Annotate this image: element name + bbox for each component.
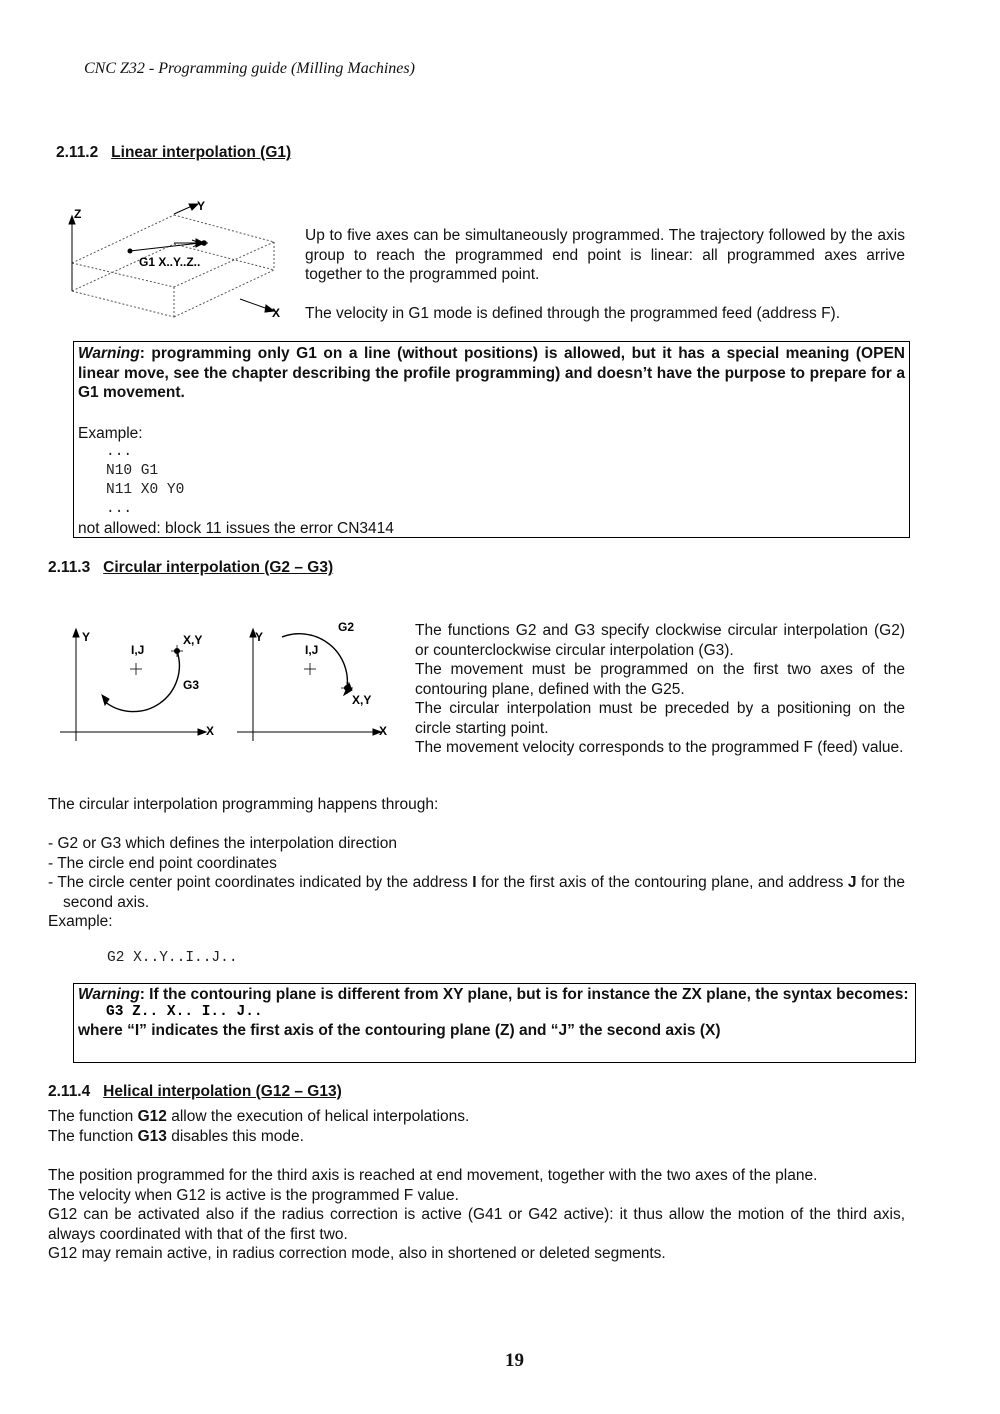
warning-label: Warning bbox=[78, 345, 140, 362]
axis-label-z: Z bbox=[74, 207, 82, 221]
circular-para: The movement velocity corresponds to the programmed F (feed) value. bbox=[415, 739, 904, 756]
code-line: N10 G1 bbox=[106, 463, 159, 479]
list-item: - The circle end point coordinates bbox=[48, 854, 277, 872]
section-heading-2-11-3 bbox=[48, 559, 333, 577]
axis-label-y: Y bbox=[82, 630, 91, 644]
section-heading-2-11-4 bbox=[48, 1083, 342, 1101]
warning-label: Warning bbox=[78, 986, 140, 1003]
warning-text bbox=[78, 986, 911, 1004]
axis-label-x: X bbox=[272, 306, 281, 320]
running-header: CNC Z32 - Programming guide (Milling Machines) bbox=[84, 60, 415, 77]
text: The function bbox=[48, 1127, 138, 1145]
circular-para: The functions G2 and G3 specify clockwise circular interpolation (G2) or counterclockwise circular interpolation (G3). bbox=[415, 622, 905, 659]
text: The function bbox=[48, 1108, 138, 1125]
helical-para: The velocity when G12 is active is the programmed F value. bbox=[48, 1186, 459, 1204]
helical-para: G12 can be activated also if the radius correction is active (G41 or G42 active): it thus allow the motion of the third axis, always coordinated with that of the first two. bbox=[48, 1206, 905, 1243]
section-number: 2.11.4 bbox=[48, 1083, 91, 1100]
g1-label: G1 X..Y..Z.. bbox=[139, 255, 201, 269]
circular-para: The circular interpolation must be preceded by a positioning on the circle starting point. bbox=[415, 700, 905, 737]
page-number: 19 bbox=[505, 1350, 524, 1371]
warning-body: : If the contouring plane is different from XY plane, but is for instance the ZX plane, the syntax becomes: bbox=[139, 986, 909, 1003]
section-title: Linear interpolation (G1) bbox=[111, 144, 292, 161]
warning-code: G3 Z.. X.. I.. J.. bbox=[106, 1004, 263, 1020]
axis-label-x: X bbox=[379, 724, 388, 738]
helical-line bbox=[48, 1107, 908, 1127]
axis-label-x: X bbox=[206, 724, 215, 738]
warning-box-plane bbox=[73, 983, 916, 1063]
circular-para: The movement must be programmed on the first two axes of the contouring plane, defined with the G25. bbox=[415, 661, 905, 698]
circular-intro: The circular interpolation programming happens through: bbox=[48, 796, 439, 813]
axis-label-y: Y bbox=[197, 199, 206, 213]
end-point-label: X,Y bbox=[352, 693, 372, 707]
helical-para: G12 may remain active, in radius correction mode, also in shortened or deleted segments. bbox=[48, 1245, 666, 1262]
example-code: G2 X..Y..I..J.. bbox=[107, 950, 238, 966]
circular-description bbox=[415, 621, 905, 758]
example-label: Example: bbox=[48, 913, 113, 930]
linear-interpolation-figure bbox=[60, 196, 300, 324]
text: for the second axis. bbox=[63, 874, 905, 911]
text: for the first axis of the contouring plane, and address bbox=[476, 874, 848, 891]
code-g13: G13 bbox=[137, 1127, 167, 1145]
code-line: ... bbox=[106, 444, 133, 460]
warning-footer: where “I” indicates the first axis of the contouring plane (Z) and “J” the second axis (X) bbox=[78, 1022, 721, 1039]
helical-intro bbox=[48, 1107, 908, 1146]
direction-label-g3: G3 bbox=[183, 678, 200, 692]
warning-box-g1 bbox=[73, 341, 910, 538]
section-number: 2.11.2 bbox=[56, 144, 99, 161]
code-line: N11 X0 Y0 bbox=[106, 482, 185, 498]
linear-para-1: Up to five axes can be simultaneously programmed. The trajectory followed by the axis group to reach the programmed end point is linear: all programmed axes arrive together to the programmed point. bbox=[305, 227, 905, 283]
text: allow the execution of helical interpolations. bbox=[166, 1108, 470, 1125]
section-heading-2-11-2 bbox=[56, 144, 291, 162]
end-point-label: X,Y bbox=[183, 633, 203, 647]
address-i: I bbox=[472, 874, 477, 891]
circular-bullet-list bbox=[48, 834, 905, 932]
center-label-ij: I,J bbox=[131, 643, 145, 657]
section-number: 2.11.3 bbox=[48, 559, 91, 576]
code-line: ... bbox=[106, 501, 133, 517]
example-label: Example: bbox=[78, 424, 143, 442]
warning-body: : programming only G1 on a line (without positions) is allowed, but it has a special meaning (OPEN linear move, see the chapter describing the profile programming) and doesn’t have the purpose to prepare for a G1 movement. bbox=[78, 345, 905, 401]
linear-para-2: The velocity in G1 mode is defined through the programmed feed (address F). bbox=[305, 305, 841, 322]
warning-text bbox=[78, 344, 905, 403]
list-item: - G2 or G3 which defines the interpolation direction bbox=[48, 835, 397, 852]
section-title: Helical interpolation (G12 – G13) bbox=[103, 1083, 342, 1100]
helical-line bbox=[48, 1127, 908, 1147]
code-g12: G12 bbox=[137, 1108, 167, 1125]
helical-para: The position programmed for the third axis is reached at end movement, together with the two axes of the plane. bbox=[48, 1167, 818, 1184]
circular-interpolation-figure bbox=[56, 615, 396, 745]
direction-label-g2: G2 bbox=[338, 620, 355, 634]
text: - The circle center point coordinates indicated by the address bbox=[48, 874, 473, 891]
axis-label-y: Y bbox=[255, 630, 264, 644]
address-j: J bbox=[847, 874, 857, 891]
list-item bbox=[48, 873, 905, 912]
warning-footer: not allowed: block 11 issues the error CN3414 bbox=[78, 520, 394, 537]
helical-description bbox=[48, 1166, 905, 1264]
text: disables this mode. bbox=[166, 1127, 304, 1145]
section-title: Circular interpolation (G2 – G3) bbox=[103, 559, 334, 576]
center-label-ij: I,J bbox=[305, 643, 319, 657]
